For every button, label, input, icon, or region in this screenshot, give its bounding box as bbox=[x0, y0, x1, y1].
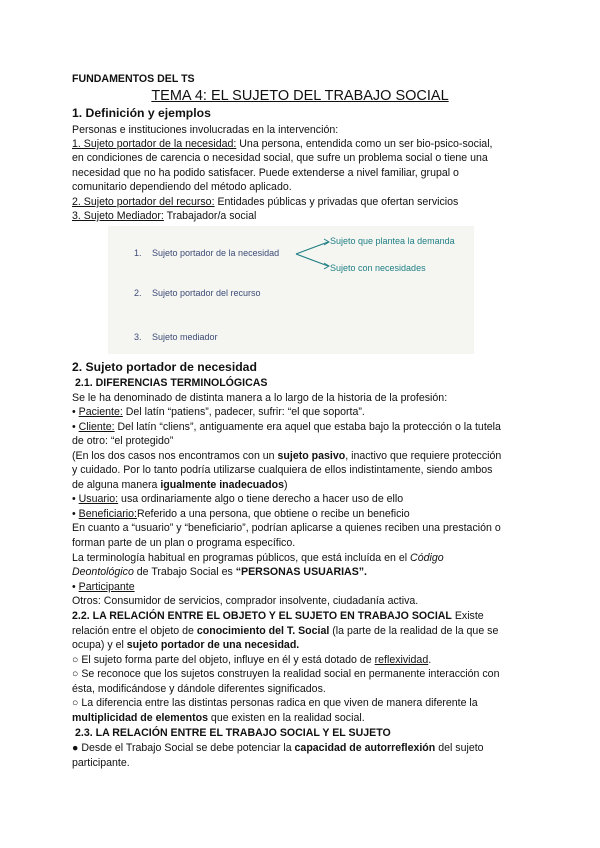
text-run: (la parte de la realidad de la que se bbox=[329, 625, 499, 637]
course-header: FUNDAMENTOS DEL TS bbox=[72, 73, 195, 85]
circle-bullet-item: ○ El sujeto forma parte del objeto, influye en él y está dotado de reflexividad. bbox=[72, 654, 432, 666]
bullet-item: • Usuario: usa ordinariamente algo o tiene derecho a hacer uso de ello bbox=[72, 493, 404, 505]
bullet-item: • Beneficiario:Referido a una persona, que obtiene o recibe un beneficio bbox=[72, 508, 410, 520]
term-text: usa ordinariamente algo o tiene derecho a hacer uso de ello bbox=[118, 493, 404, 505]
diagram-branch-needs: Sujeto con necesidades bbox=[330, 263, 426, 273]
term-text: Del latín “cliens”, antiguamente era aquel que estaba bajo la protección o la tutela bbox=[114, 421, 501, 433]
text-run: El sujeto forma parte del objeto, influye en él y está dotado de bbox=[81, 654, 375, 666]
term-label: Usuario: bbox=[78, 493, 119, 505]
text-run: relación entre el objeto de bbox=[72, 625, 197, 637]
text-line bbox=[72, 478, 288, 493]
bullet-item: • Cliente: Del latín “cliens”, antiguamente era aquel que estaba bajo la protección o la tutela bbox=[72, 421, 501, 433]
emphasis: “PERSONAS USUARIAS”. bbox=[235, 566, 367, 578]
text-run: Desde el Trabajo Social se debe potenciar la bbox=[81, 742, 295, 754]
text-line bbox=[72, 449, 501, 464]
diagram-item-need: Sujeto portador de la necesidad bbox=[152, 248, 280, 258]
emphasis: sujeto portador de una necesidad. bbox=[126, 639, 300, 651]
subsection-2-3-heading: 2.3. LA RELACIÓN ENTRE EL TRABAJO SOCIAL Y EL SUJETO bbox=[75, 727, 391, 739]
paragraph: Se le ha denominado de distinta manera a lo largo de la historia de la profesión: bbox=[72, 392, 448, 404]
underlined-term: reflexividad bbox=[374, 654, 429, 666]
subsection-2-2-heading bbox=[72, 609, 484, 624]
text-run: ocupa) y el bbox=[72, 639, 127, 651]
diagram-item-resource: Sujeto portador del recurso bbox=[152, 288, 261, 298]
text-line: comunitario dependiendo del método aplicado. bbox=[72, 181, 292, 193]
list-item bbox=[72, 195, 458, 210]
subjects-diagram bbox=[108, 226, 474, 354]
page-title: TEMA 4: EL SUJETO DEL TRABAJO SOCIAL bbox=[151, 88, 449, 104]
text-line bbox=[72, 565, 367, 580]
list-item bbox=[72, 209, 256, 224]
diagram-number: 2. bbox=[134, 288, 142, 298]
text-line bbox=[72, 624, 498, 639]
text-run: ) bbox=[283, 479, 288, 491]
subsection-2-1-heading: 2.1. DIFERENCIAS TERMINOLÓGICAS bbox=[75, 377, 268, 389]
circle-bullet-item: ○ Se reconoce que los sujetos construyen la realidad social en permanente interacción con bbox=[72, 668, 500, 680]
term-text: Referido a una persona, que obtiene o recibe un beneficio bbox=[136, 508, 410, 520]
term-label: 1. Sujeto portador de la necesidad: bbox=[72, 138, 237, 150]
text-run: La diferencia entre las distintas personas radica en que viven de manera diferente la bbox=[81, 697, 478, 709]
paragraph: Personas e instituciones involucradas en la intervención: bbox=[72, 124, 339, 136]
term-label: Cliente: bbox=[78, 421, 115, 433]
diagram-item-mediator: Sujeto mediador bbox=[152, 332, 218, 342]
term-text: Del latín “patiens”, padecer, sufrir: “el que soporta”. bbox=[122, 406, 365, 418]
section-2-heading: 2. Sujeto portador de necesidad bbox=[72, 360, 257, 374]
diagram-number: 3. bbox=[134, 332, 142, 342]
diagram-number: 1. bbox=[134, 248, 142, 258]
emphasis: sujeto pasivo bbox=[277, 450, 346, 462]
bullet-item: • Paciente: Del latín “patiens”, padecer, sufrir: “el que soporta”. bbox=[72, 406, 365, 418]
term-label: Participante bbox=[78, 581, 135, 593]
text-line: de otro: “el protegido” bbox=[72, 435, 174, 447]
text-line: Otros: Consumidor de servicios, comprador insolvente, ciudadanía activa. bbox=[72, 595, 419, 607]
text-line: en condiciones de carencia o necesidad social, que sufre un problema social o tiene una bbox=[72, 152, 488, 164]
filled-bullet-item: ● Desde el Trabajo Social se debe potenciar la capacidad de autorreflexión del sujeto bbox=[72, 742, 484, 754]
text-line: En cuanto a “usuario” y “beneficiario”, podrían aplicarse a quienes reciben una prestación o bbox=[72, 522, 501, 534]
emphasis: capacidad de autorreflexión bbox=[294, 742, 436, 754]
text-line: necesidad que no ha podido satisfacer. Puede extenderse a nivel familiar, grupal o bbox=[72, 167, 459, 179]
text-line: y cuidado. Por lo tanto podría utilizarse cualquiera de ellos indistintamente, siendo ambos bbox=[72, 464, 493, 476]
emphasis: conocimiento del T. Social bbox=[196, 625, 330, 637]
text-line: participante. bbox=[72, 757, 130, 769]
branch-connectors bbox=[294, 236, 334, 272]
text-line bbox=[72, 551, 444, 566]
term-text: Una persona, entendida como un ser bio-psico-social, bbox=[236, 138, 493, 150]
text-run: , inactivo que requiere protección bbox=[345, 450, 502, 462]
text-line: ésta, modificándose y dándole diferentes significados. bbox=[72, 683, 326, 695]
text-run: Existe bbox=[451, 610, 484, 622]
circle-bullet-item: ○ La diferencia entre las distintas personas radica en que viven de manera diferente la bbox=[72, 697, 478, 709]
list-item bbox=[72, 137, 493, 152]
text-line bbox=[72, 711, 365, 726]
term-label: Beneficiario: bbox=[78, 508, 137, 520]
text-run: de alguna manera bbox=[72, 479, 161, 491]
text-run: de Trabajo Social es bbox=[133, 566, 236, 578]
emphasis: igualmente inadecuados bbox=[160, 479, 284, 491]
term-text: Entidades públicas y privadas que ofertan servicios bbox=[214, 196, 459, 208]
text-run: Se reconoce que los sujetos construyen la realidad social en permanente interacción con bbox=[81, 668, 500, 680]
italic-term: Código bbox=[410, 552, 444, 564]
text-line bbox=[72, 638, 299, 653]
heading-text: 2.2. LA RELACIÓN ENTRE EL OBJETO Y EL SUJETO EN TRABAJO SOCIAL bbox=[72, 610, 452, 622]
term-text: Trabajador/a social bbox=[163, 210, 257, 222]
italic-term: Deontológico bbox=[72, 566, 134, 578]
text-run: La terminología habitual en programas públicos, que está incluída en el bbox=[72, 552, 411, 564]
term-label: 2. Sujeto portador del recurso: bbox=[72, 196, 215, 208]
term-label: 3. Sujeto Mediador: bbox=[72, 210, 164, 222]
diagram-branch-demand: Sujeto que plantea la demanda bbox=[330, 236, 455, 246]
bullet-item: • Participante bbox=[72, 581, 135, 593]
section-1-heading: 1. Definición y ejemplos bbox=[72, 106, 211, 120]
emphasis: multiplicidad de elementos bbox=[72, 712, 208, 724]
text-run: . bbox=[428, 654, 432, 666]
text-run: del sujeto bbox=[435, 742, 484, 754]
term-label: Paciente: bbox=[78, 406, 123, 418]
text-line: forman parte de un plan o programa específico. bbox=[72, 537, 296, 549]
text-run: (En los dos casos nos encontramos con un bbox=[72, 450, 278, 462]
text-run: que existen en la realidad social. bbox=[207, 712, 365, 724]
